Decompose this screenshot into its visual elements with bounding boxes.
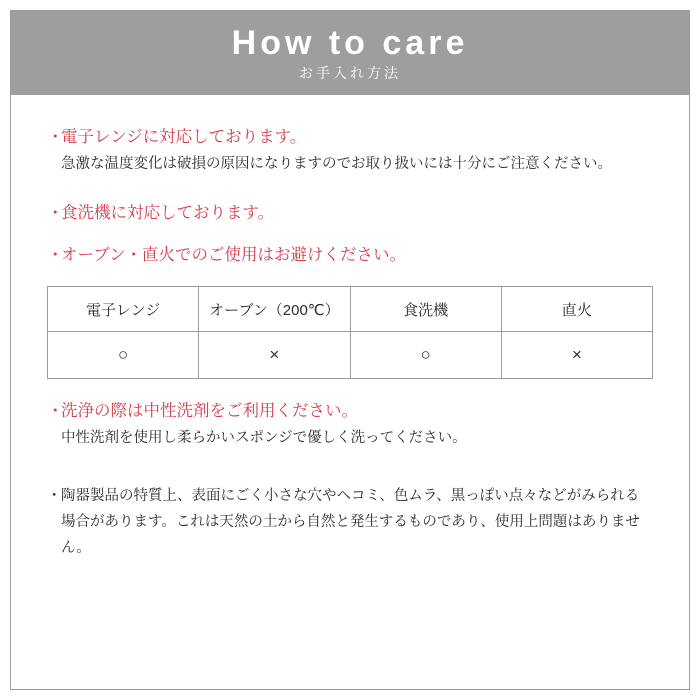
care-item-oven-flame [47,243,653,268]
care-item-detergent-detail: 中性洗剤を使用し柔らかいスポンジで優しく洗ってください。 [61,429,467,446]
care-item-microwave-detail: 急激な温度変化は破損の原因になりますのでお取り扱いには十分にご注意ください。 [61,155,612,172]
bullet-icon: ・ [47,246,64,265]
pottery-note-text: 陶器製品の特質上、表面にごく小さな穴やヘコミ、色ムラ、黒っぽい点々などがみられる場合があります。これは天然の土から自然と発生するものであり、使用上問題はありません。 [61,487,640,557]
table-cell-dishwasher: ○ [350,332,501,379]
table-header-direct-flame: 直火 [501,287,652,332]
table-cell-microwave: ○ [48,332,199,379]
care-item-detergent-heading [47,399,653,424]
bullet-icon: ・ [47,487,62,504]
pottery-note [47,483,653,561]
care-content [11,95,689,689]
table-header-oven: オーブン（200℃） [199,287,350,332]
page-title: How to care [231,23,469,62]
page-subtitle: お手入れ方法 [299,65,401,81]
care-item-dishwasher-heading [47,201,653,226]
care-item-detergent [47,399,653,451]
table-header-microwave: 電子レンジ [48,287,199,332]
care-item-dishwasher [47,201,653,226]
table-row [48,332,653,379]
care-item-oven-flame-heading-text: オーブン・直火でのご使用はお避けください。 [61,246,407,265]
table-header-row [48,287,653,332]
care-item-microwave [47,125,653,177]
care-item-dishwasher-heading-text: 食洗機に対応しております。 [61,203,275,222]
care-item-microwave-heading [47,125,653,150]
table-cell-direct-flame: × [501,332,652,379]
care-item-oven-flame-heading [47,243,653,268]
compatibility-table [47,286,653,379]
care-item-microwave-heading-text: 電子レンジに対応しております。 [61,128,307,146]
bullet-icon: ・ [47,402,64,421]
table-cell-oven: × [199,332,350,379]
table-header-dishwasher: 食洗機 [350,287,501,332]
bullet-icon: ・ [47,128,64,146]
care-item-detergent-heading-text: 洗浄の際は中性洗剤をご利用ください。 [61,402,358,421]
page-header [11,11,689,95]
bullet-icon: ・ [47,203,64,222]
